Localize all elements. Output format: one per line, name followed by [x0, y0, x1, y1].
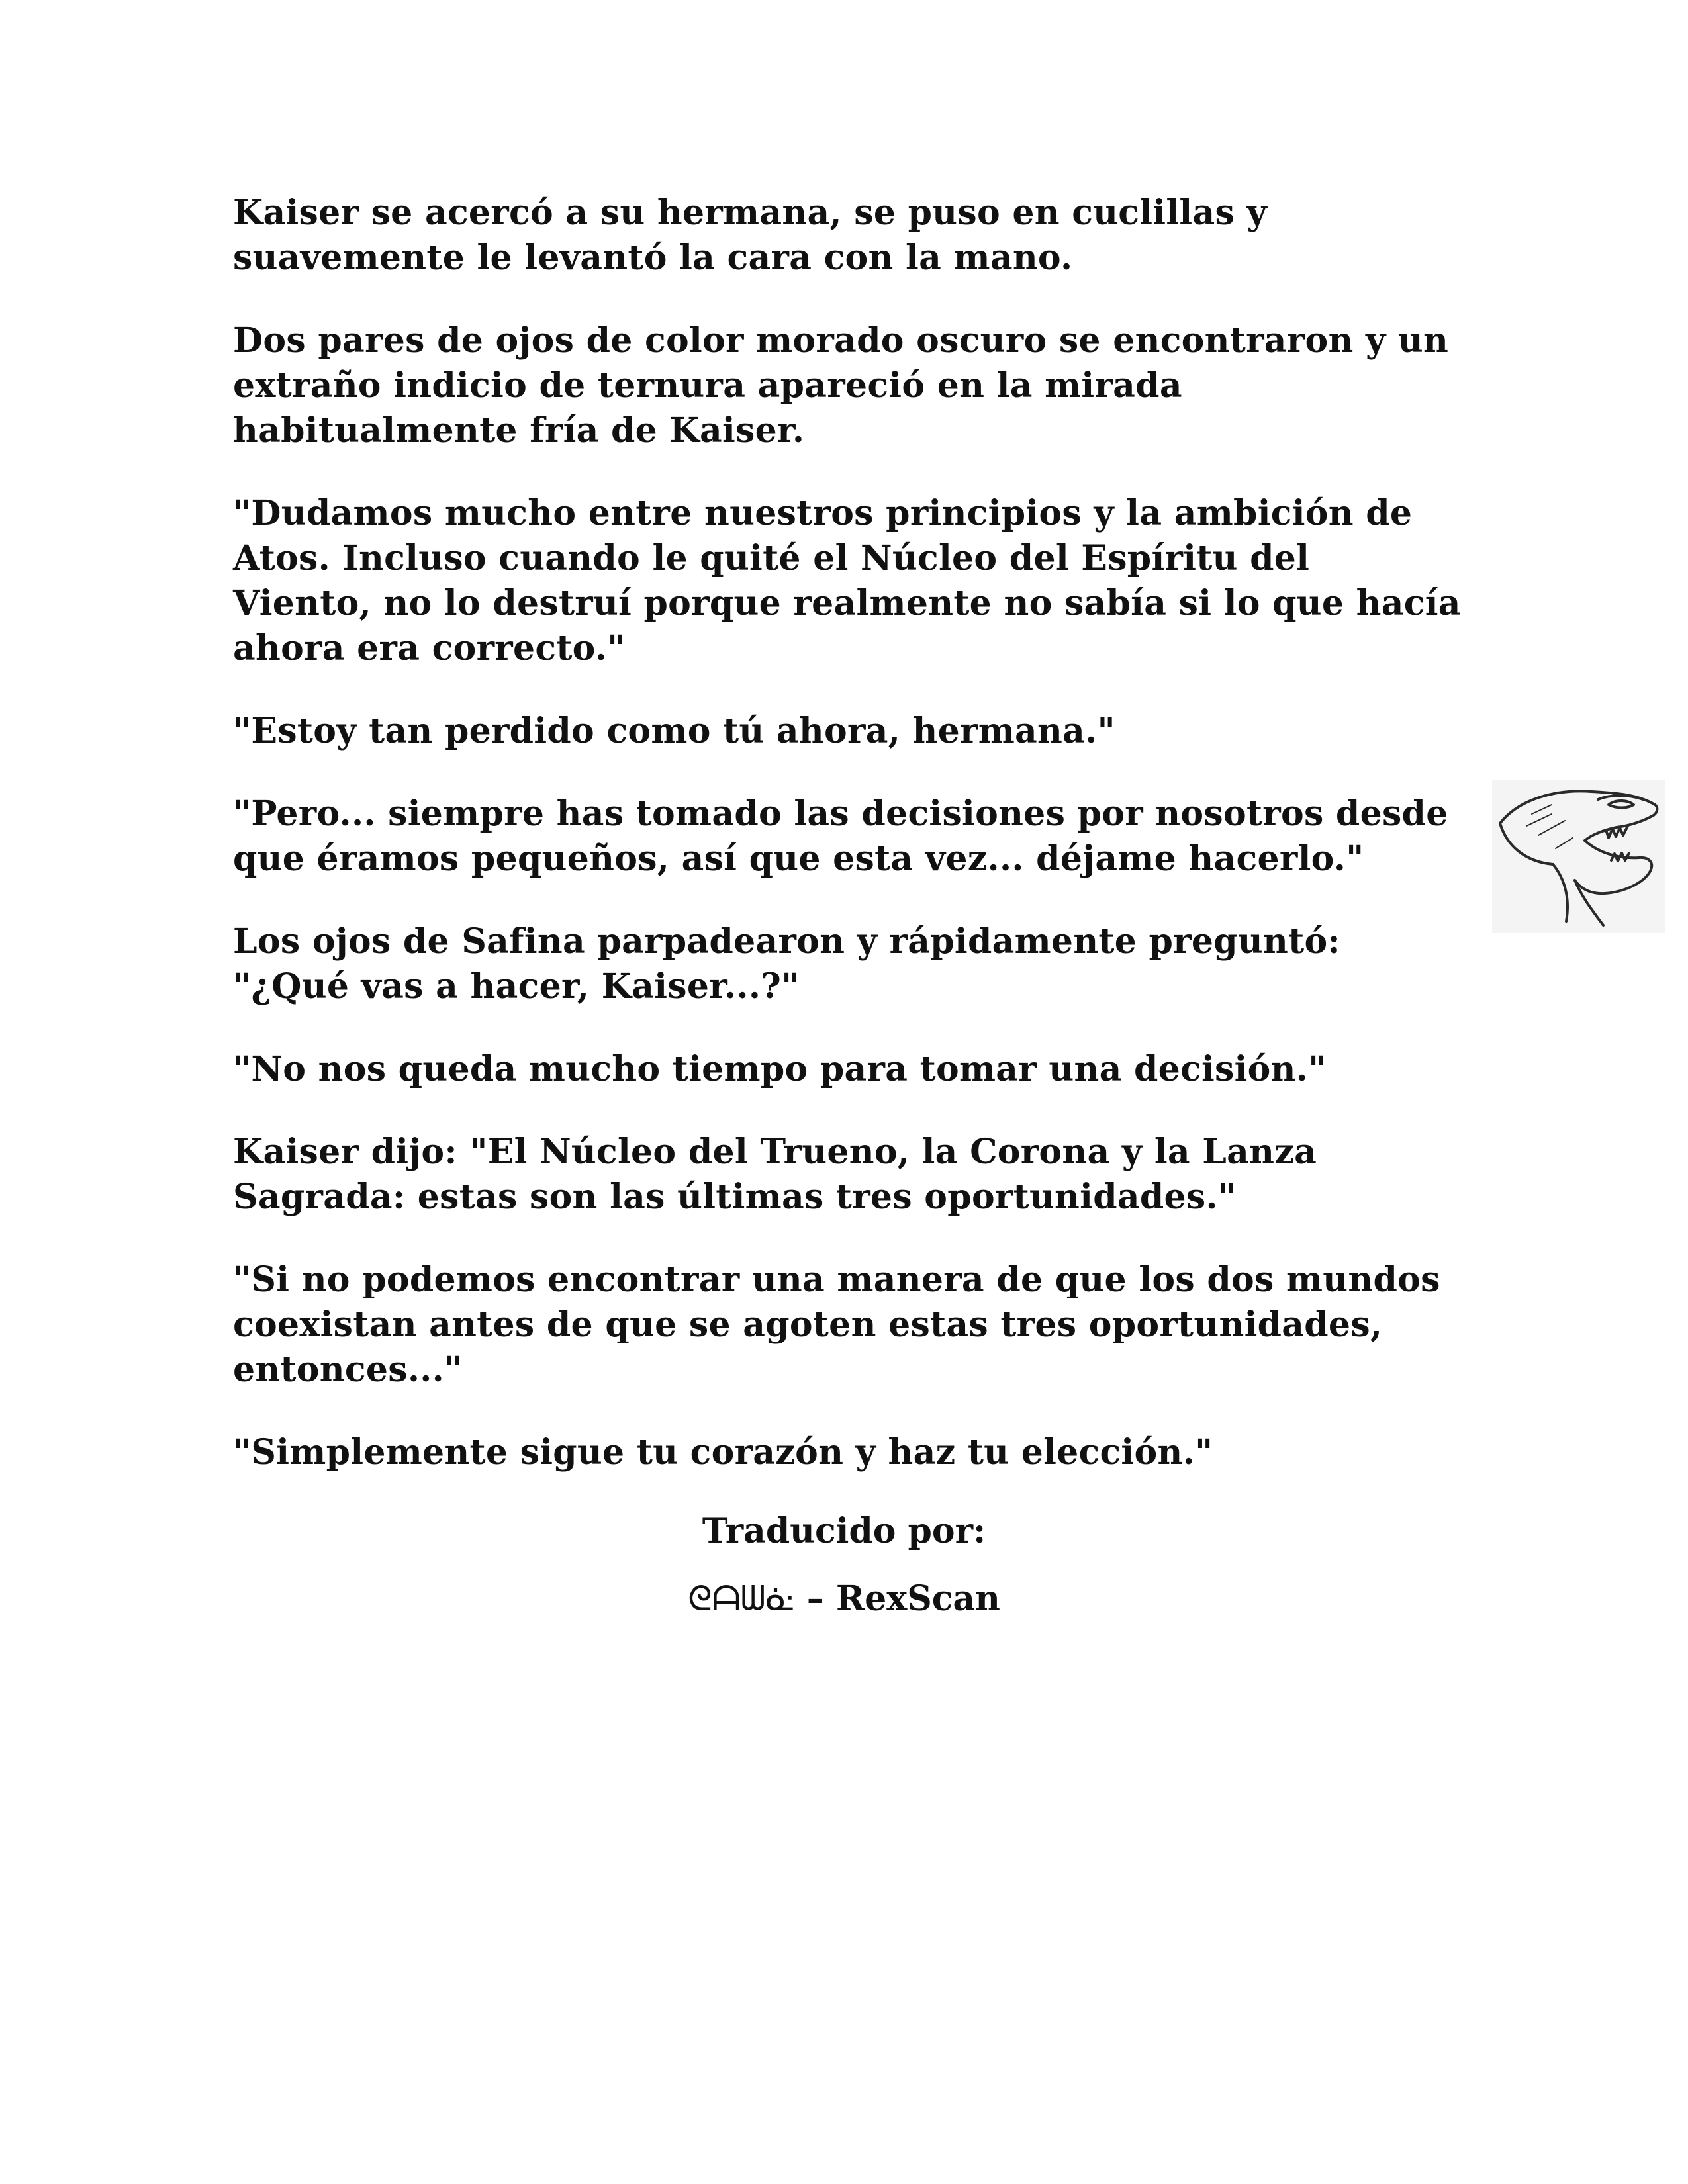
paragraph-9 — [233, 1257, 1477, 1392]
text-line: entonces..." — [233, 1349, 463, 1390]
text-line: extraño indicio de ternura apareció en la mirada — [233, 365, 1182, 406]
scan-group-name: RexScan — [835, 1578, 1000, 1619]
text-line: ahora era correcto." — [233, 628, 626, 668]
credits-line — [0, 1576, 1688, 1621]
text-line: Los ojos de Safina parpadearon y rápidamente preguntó: — [233, 921, 1340, 962]
text-line: Kaiser dijo: "El Núcleo del Trueno, la Corona y la Lanza — [233, 1132, 1317, 1172]
text-line: suavemente le levantó la cara con la mano. — [233, 238, 1073, 278]
text-line: "Estoy tan perdido como tú ahora, hermana." — [233, 711, 1115, 751]
text-line: Dos pares de ojos de color morado oscuro se encontraron y un — [233, 320, 1449, 361]
text-line: "Pero... siempre has tomado las decisiones por nosotros desde — [233, 794, 1448, 834]
t-rex-head-icon — [1492, 780, 1665, 933]
text-line: habitualmente fría de Kaiser. — [233, 410, 805, 451]
text-line: Viento, no lo destruí porque realmente no sabía si lo que hacía — [233, 583, 1461, 623]
text-line: "Simplemente sigue tu corazón y haz tu elección." — [233, 1432, 1213, 1473]
text-line: Kaiser se acercó a su hermana, se puso en cuclillas y — [233, 193, 1267, 233]
text-line: Sagrada: estas son las últimas tres oportunidades." — [233, 1177, 1237, 1217]
text-line: Atos. Incluso cuando le quité el Núcleo del Espíritu del — [233, 538, 1310, 578]
chapter-text — [233, 191, 1477, 1513]
paragraph-5 — [233, 792, 1477, 882]
credits-heading: Traducido por: — [702, 1511, 986, 1551]
translator-name: ᘓᗩᗯᓎ — [688, 1579, 795, 1619]
text-line: "Si no podemos encontrar una manera de que los dos mundos — [233, 1259, 1440, 1300]
paragraph-10 — [233, 1430, 1477, 1475]
paragraph-2 — [233, 318, 1477, 453]
paragraph-3 — [233, 491, 1477, 671]
paragraph-1 — [233, 191, 1477, 281]
text-line: que éramos pequeños, así que esta vez... déjame hacerlo." — [233, 839, 1364, 879]
paragraph-7 — [233, 1047, 1477, 1092]
text-line: coexistan antes de que se agoten estas tres oportunidades, — [233, 1304, 1383, 1345]
paragraph-4 — [233, 709, 1477, 754]
paragraph-8 — [233, 1130, 1477, 1220]
text-line: "Dudamos mucho entre nuestros principios y la ambición de — [233, 493, 1413, 533]
credits-separator: – — [794, 1578, 836, 1619]
text-line: "No nos queda mucho tiempo para tomar una decisión." — [233, 1049, 1327, 1089]
paragraph-6 — [233, 919, 1477, 1009]
text-line: "¿Qué vas a hacer, Kaiser...?" — [233, 966, 800, 1007]
